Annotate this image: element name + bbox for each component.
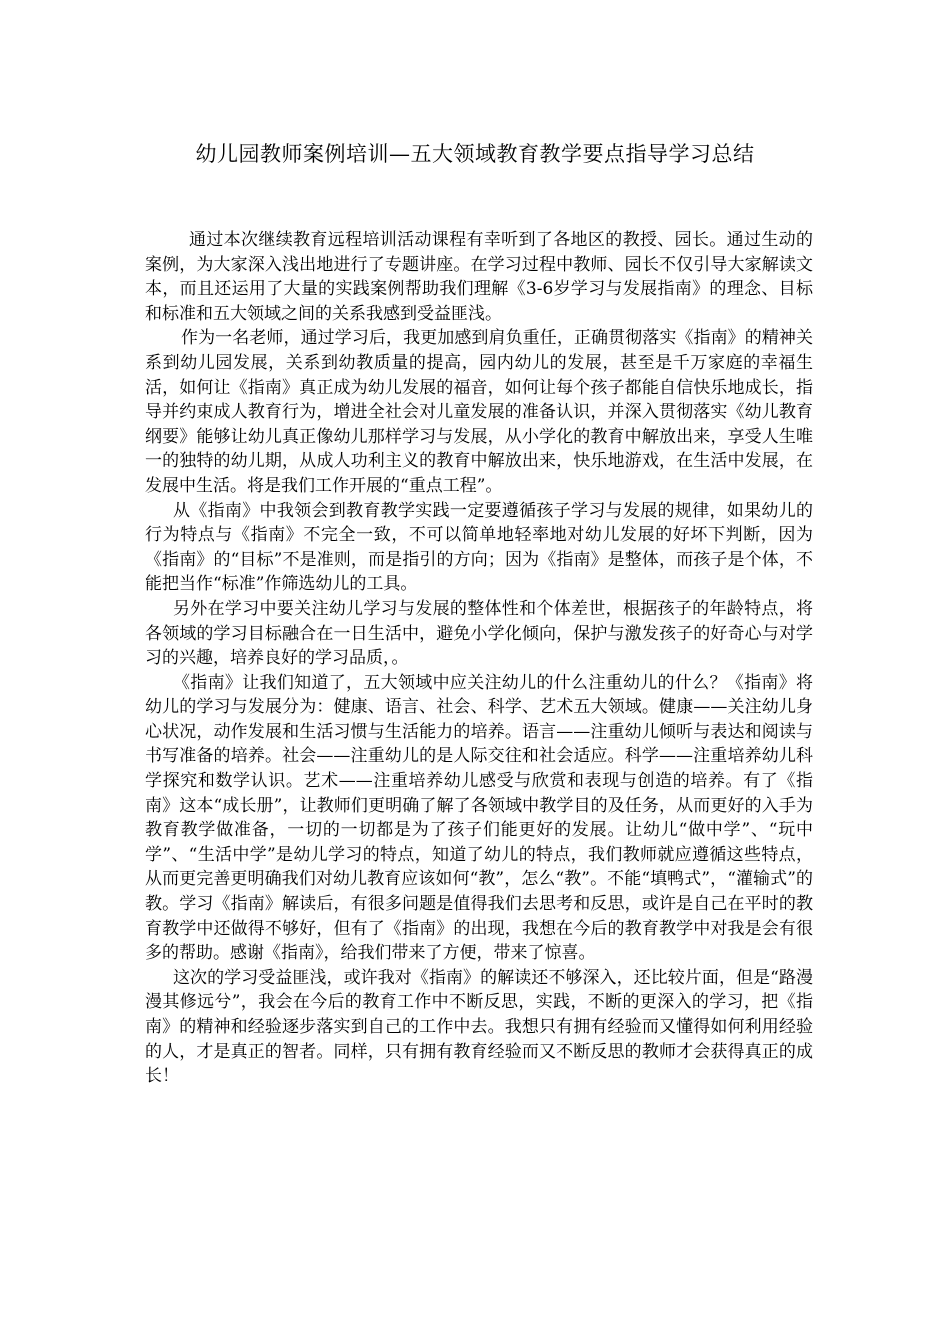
paragraph-3: 从《指南》中我领会到教育教学实践一定要遵循孩子学习与发展的规律，如果幼儿的行为特点与《指南》不完全一致，不可以简单地轻率地对幼儿发展的好坏下判断，因为《指南》的“目标”不是准则，而是指引的方向；因为《指南》是整体，而孩子是个体，不能把当作“标准”作筛选幼儿的工具。 [145, 500, 813, 595]
paragraph-5: 《指南》让我们知道了，五大领域中应关注幼儿的什么注重幼儿的什么？《指南》将幼儿的学习与发展分为：健康、语言、社会、科学、艺术五大领域。健康——关注幼儿身心状况，动作发展和生活习惯与生活能力的培养。语言——注重幼儿倾听与表达和阅读与书写准备的培养。社会——注重幼儿的是人际交往和社会适应。科学——注重培养幼儿科学探究和数学认识。艺术——注重培养幼儿感受与欣赏和表现与创造的培养。有了《指南》这本“成长册”，让教师们更明确了解了各领域中教学目的及任务，从而更好的入手为教育教学做准备，一切的一切都是为了孩子们能更好的发展。让幼儿“做中学”、“玩中学”、“生活中学”是幼儿学习的特点，知道了幼儿的特点，我们教师就应遵循这些特点，从而更完善更明确我们对幼儿教育应该如何“教”，怎么“教”。不能“填鸭式”，“灌输式”的教。学习《指南》解读后，有很多问题是值得我们去思考和反思，或许是自己在平时的教育教学中还做得不够好，但有了《指南》的出现，我想在今后的教育教学中对我是会有很多的帮助。感谢《指南》，给我们带来了方便，带来了惊喜。 [145, 672, 813, 964]
paragraph-6: 这次的学习受益匪浅，或许我对《指南》的解读还不够深入，还比较片面，但是“路漫漫其修远兮”，我会在今后的教育工作中不断反思，实践，不断的更深入的学习，把《指南》的精神和经验逐步落实到自己的工作中去。我想只有拥有经验而又懂得如何利用经验的人，才是真正的智者。同样，只有拥有教育经验而又不断反思的教师才会获得真正的成长！ [145, 967, 813, 1087]
document-title: 幼儿园教师案例培训—五大领域教育教学要点指导学习总结 [195, 142, 755, 166]
paragraph-2: 作为一名老师，通过学习后，我更加感到肩负重任，正确贯彻落实《指南》的精神关系到幼儿园发展，关系到幼教质量的提高，园内幼儿的发展，甚至是千万家庭的幸福生活，如何让《指南》真正成为幼儿发展的福音，如何让每个孩子都能自信快乐地成长，指导并约束成人教育行为，增进全社会对儿童发展的准备认识，并深入贯彻落实《幼儿教育纲要》能够让幼儿真正像幼儿那样学习与发展，从小学化的教育中解放出来，享受人生唯一的独特的幼儿期，从成人功利主义的教育中解放出来，快乐地游戏，在生活中发展，在发展中生活。将是我们工作开展的“重点工程”。 [145, 328, 813, 496]
document-body [145, 228, 813, 1089]
paragraph-1: 通过本次继续教育远程培训活动课程有幸听到了各地区的教授、园长。通过生动的案例，为大家深入浅出地进行了专题讲座。在学习过程中教师、园长不仅引导大家解读文本，而且还运用了大量的实践案例帮助我们理解《3-6岁学习与发展指南》的理念、目标和标准和五大领域之间的关系我感到受益匪浅。 [145, 230, 813, 324]
paragraph-4: 另外在学习中要关注幼儿学习与发展的整体性和个体差世，根据孩子的年龄特点，将各领域的学习目标融合在一日生活中，避免小学化倾向，保护与激发孩子的好奇心与对学习的兴趣，培养良好的学习品质，。 [145, 598, 813, 669]
